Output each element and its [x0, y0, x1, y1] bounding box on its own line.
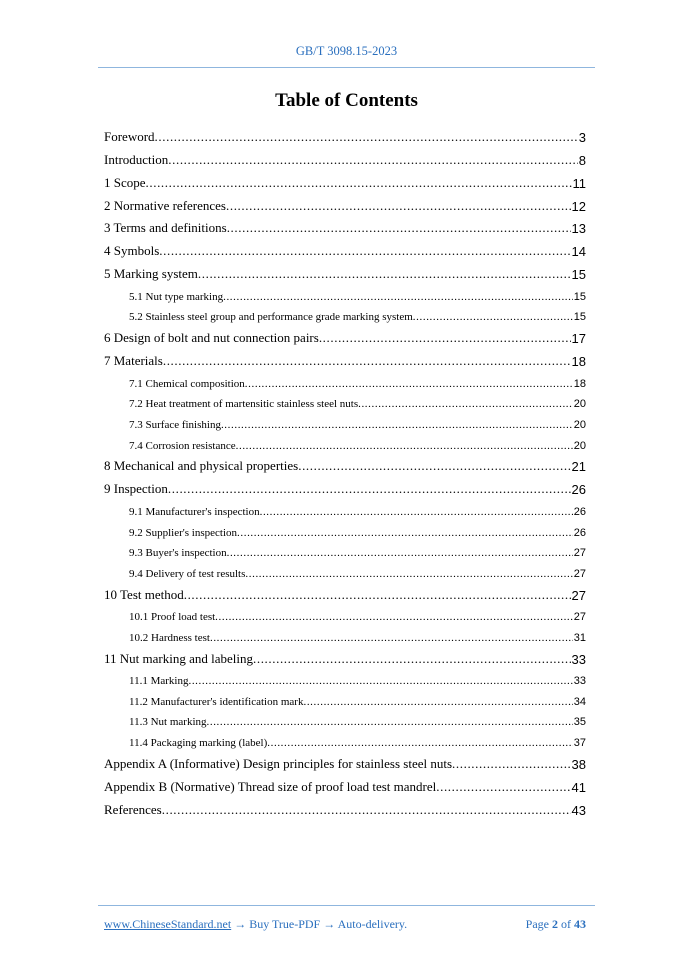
toc-entry[interactable]	[104, 236, 586, 259]
toc-entry-label: 5.1 Nut type marking	[129, 290, 224, 303]
dot-leader	[245, 568, 572, 580]
dot-leader	[245, 378, 573, 390]
dot-leader	[210, 632, 573, 644]
delivery-text: Auto-delivery.	[337, 917, 408, 931]
toc-entry[interactable]	[104, 749, 586, 772]
toc-entry-page: 34	[573, 695, 586, 708]
toc-subentry[interactable]	[104, 431, 586, 452]
dot-leader	[146, 175, 572, 191]
toc-entry[interactable]	[104, 122, 586, 145]
toc-entry-label: 5.2 Stainless steel group and performance grade marking system	[129, 311, 413, 324]
toc-entry[interactable]	[104, 145, 586, 168]
toc-entry-label: 9.4 Delivery of test results	[129, 567, 246, 580]
dot-leader	[155, 129, 578, 145]
toc-entry-page: 26	[573, 526, 586, 539]
toc-subentry[interactable]	[104, 410, 586, 431]
toc-entry-page: 33	[573, 675, 586, 688]
toc-entry-label: 3 Terms and definitions	[104, 220, 227, 236]
toc-entry-page: 18	[571, 354, 586, 370]
toc-subentry[interactable]	[104, 559, 586, 580]
toc-entry-label: 9.2 Supplier's inspection	[129, 526, 238, 539]
toc-entry[interactable]	[104, 795, 586, 818]
toc-entry-page: 26	[571, 482, 586, 498]
toc-entry-label: 9.3 Buyer's inspection	[129, 547, 227, 560]
toc-entry-label: 6 Design of bolt and nut connection pairs	[104, 330, 319, 346]
toc-entry[interactable]	[104, 644, 586, 667]
toc-entry-page: 33	[571, 651, 586, 667]
toc-entry-page: 26	[573, 505, 586, 518]
dot-leader	[260, 506, 573, 518]
dot-leader	[253, 651, 571, 667]
toc-entry-label: Foreword	[104, 128, 155, 144]
toc-entry-page: 20	[573, 439, 586, 452]
toc-subentry[interactable]	[104, 390, 586, 411]
dot-leader	[237, 527, 573, 539]
toc-entry-page: 15	[571, 267, 586, 283]
dot-leader	[207, 716, 573, 728]
dot-leader	[221, 419, 573, 431]
toc-entry[interactable]	[104, 168, 586, 191]
toc-entry-label: 7 Materials	[104, 353, 163, 369]
total-pages: 43	[574, 917, 586, 931]
toc-entry[interactable]	[104, 259, 586, 282]
toc-entry-label: 11 Nut marking and labeling	[104, 650, 253, 666]
dot-leader	[227, 220, 571, 236]
toc-entry-page: 15	[573, 290, 586, 303]
toc-entry-label: 1 Scope	[104, 174, 146, 190]
toc-entry-page: 3	[578, 129, 586, 145]
toc-entry-label: 7.4 Corrosion resistance	[129, 439, 236, 452]
toc-subentry[interactable]	[104, 603, 586, 624]
toc-entry[interactable]	[104, 346, 586, 369]
footer-promo	[104, 917, 407, 932]
toc-entry-label: 11.2 Manufacturer's identification mark	[129, 695, 304, 708]
toc-entry-label: 7.3 Surface finishing	[129, 418, 221, 431]
dot-leader	[188, 675, 572, 687]
toc-subentry[interactable]	[104, 369, 586, 390]
running-header: GB/T 3098.15-2023	[295, 44, 398, 58]
dot-leader	[198, 266, 571, 282]
toc-entry-label: 11.4 Packaging marking (label)	[129, 737, 268, 750]
toc-subentry[interactable]	[104, 539, 586, 560]
toc-entry-label: 2 Normative references	[104, 197, 226, 213]
dot-leader	[303, 696, 572, 708]
toc-entry-page: 35	[573, 716, 586, 729]
dot-leader	[168, 152, 578, 168]
dot-leader	[267, 737, 572, 749]
dot-leader	[452, 756, 570, 772]
toc-entry-page: 27	[573, 611, 586, 624]
toc-entry[interactable]	[104, 452, 586, 475]
toc-entry[interactable]	[104, 191, 586, 214]
toc-entry-page: 12	[571, 198, 586, 214]
dot-leader	[358, 398, 573, 410]
toc-entry-label: 11.3 Nut marking	[129, 716, 207, 729]
toc-subentry[interactable]	[104, 728, 586, 749]
toc-entry-label: 9.1 Manufacturer's inspection	[129, 505, 260, 518]
toc-subentry[interactable]	[104, 282, 586, 303]
table-of-contents	[104, 122, 586, 818]
arrow-right-icon: →	[323, 917, 336, 931]
toc-entry-page: 27	[573, 547, 586, 560]
toc-entry-page: 17	[571, 331, 586, 347]
toc-entry[interactable]	[104, 580, 586, 603]
toc-entry-label: Appendix B (Normative) Thread size of proof load test mandrel	[104, 778, 437, 794]
toc-entry-page: 20	[573, 398, 586, 411]
dot-leader	[319, 330, 571, 346]
arrow-right-icon: →	[234, 917, 247, 931]
toc-entry-page: 31	[573, 631, 586, 644]
toc-entry-page: 18	[573, 377, 586, 390]
toc-entry-page: 8	[578, 152, 586, 168]
toc-entry-label: 10 Test method	[104, 586, 184, 602]
toc-entry-label: 7.2 Heat treatment of martensitic stainless steel nuts	[129, 398, 359, 411]
toc-subentry[interactable]	[104, 497, 586, 518]
toc-entry-page: 27	[571, 587, 586, 603]
toc-entry-label: 9 Inspection	[104, 481, 168, 497]
dot-leader	[215, 611, 573, 623]
dot-leader	[168, 481, 571, 497]
toc-entry-label: 4 Symbols	[104, 243, 160, 259]
toc-entry-page: 38	[571, 756, 586, 772]
toc-subentry[interactable]	[104, 303, 586, 324]
dot-leader	[223, 291, 573, 303]
dot-leader	[226, 198, 571, 214]
dot-leader	[184, 587, 571, 603]
toc-subentry[interactable]	[104, 687, 586, 708]
toc-entry-label: 10.2 Hardness test	[129, 631, 210, 644]
dot-leader	[236, 440, 573, 452]
footer-divider	[98, 905, 595, 906]
toc-entry-page: 20	[573, 418, 586, 431]
toc-entry-page: 27	[573, 567, 586, 580]
dot-leader	[227, 547, 573, 559]
toc-entry-page: 11	[572, 175, 586, 191]
toc-entry[interactable]	[104, 323, 586, 346]
page-footer	[104, 917, 586, 932]
dot-leader	[163, 353, 571, 369]
dot-leader	[436, 779, 570, 795]
toc-entry-page: 21	[571, 459, 586, 475]
toc-subentry[interactable]	[104, 667, 586, 688]
toc-entry-label: 11.1 Marking	[129, 675, 189, 688]
dot-leader	[159, 243, 570, 259]
toc-subentry[interactable]	[104, 623, 586, 644]
toc-entry-page: 15	[573, 311, 586, 324]
current-page: 2	[552, 917, 558, 931]
toc-entry-label: References	[104, 801, 162, 817]
dot-leader	[413, 311, 573, 323]
toc-entry-label: 10.1 Proof load test	[129, 611, 216, 624]
buy-text: Buy True-PDF	[249, 917, 321, 931]
toc-entry-page: 43	[571, 802, 586, 818]
toc-entry-label: Introduction	[104, 151, 169, 167]
site-link[interactable]: www.ChineseStandard.net	[104, 917, 232, 931]
toc-entry-page: 41	[571, 779, 586, 795]
toc-entry-page: 14	[571, 244, 586, 260]
header-divider	[98, 67, 595, 68]
toc-entry-label: 5 Marking system	[104, 266, 198, 282]
toc-subentry[interactable]	[104, 708, 586, 729]
dot-leader	[162, 802, 571, 818]
toc-entry-label: 8 Mechanical and physical properties	[104, 458, 299, 474]
toc-entry[interactable]	[104, 474, 586, 497]
toc-entry-page: 37	[573, 737, 586, 750]
toc-subentry[interactable]	[104, 518, 586, 539]
toc-entry-page: 13	[571, 221, 586, 237]
toc-entry-label: Appendix A (Informative) Design principles for stainless steel nuts	[104, 755, 453, 771]
toc-entry[interactable]	[104, 772, 586, 795]
toc-entry[interactable]	[104, 214, 586, 237]
toc-entry-label: 7.1 Chemical composition	[129, 377, 245, 390]
page-title: Table of Contents	[275, 90, 418, 111]
page-number: Page 2 of 43	[525, 917, 586, 931]
dot-leader	[298, 458, 570, 474]
